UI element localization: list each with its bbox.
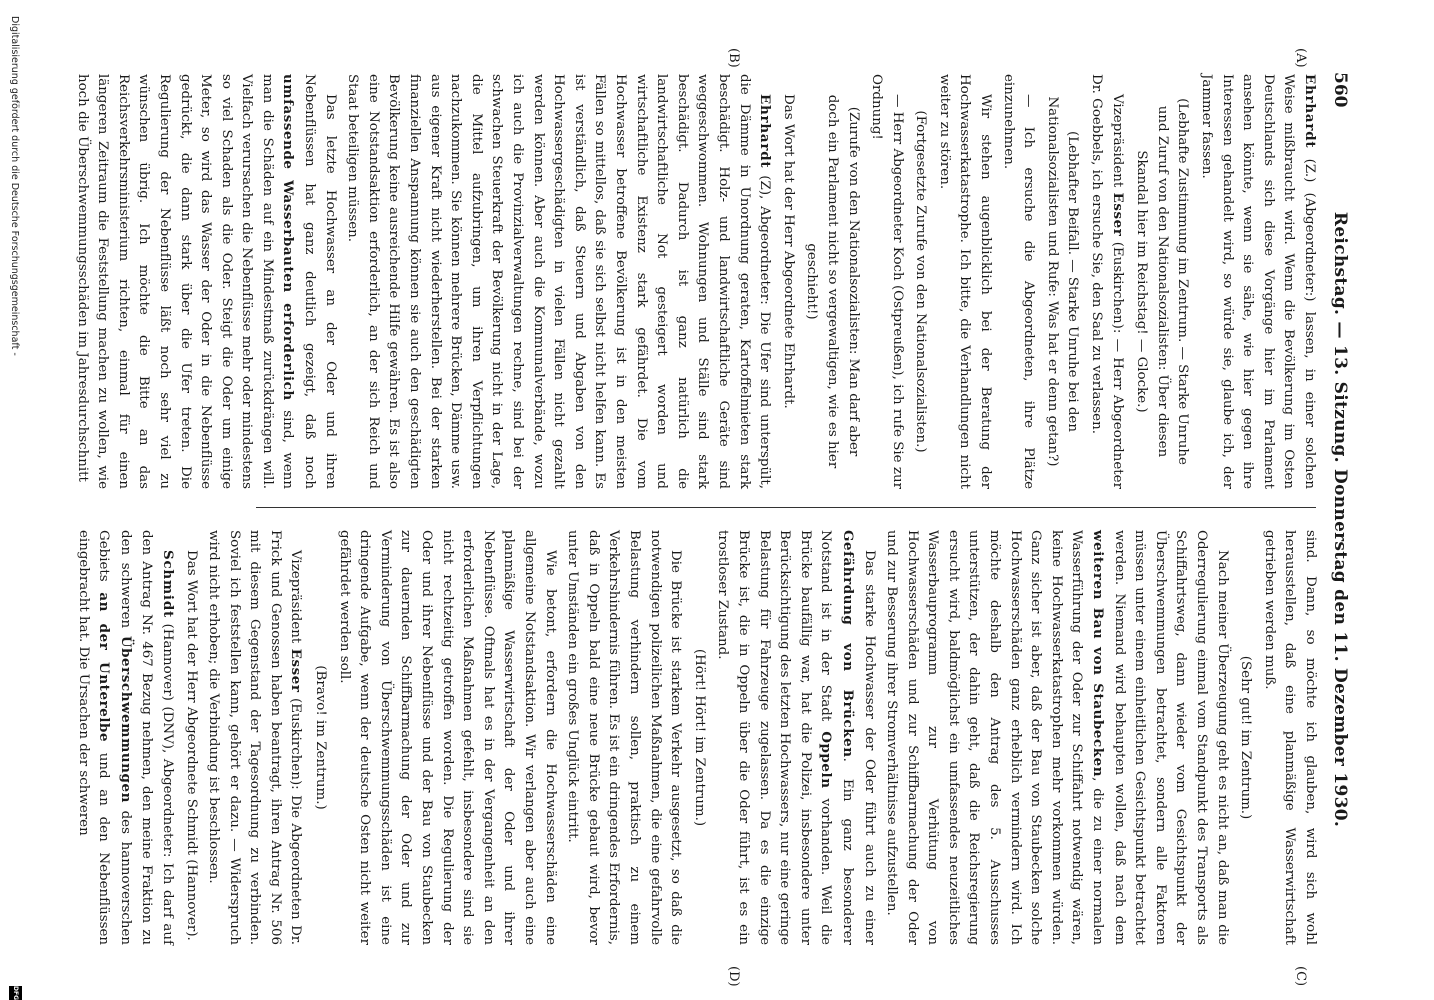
margin-letter-c: (C) xyxy=(1293,966,1308,987)
left-column xyxy=(74,74,1320,489)
speaker-name: Schmidt xyxy=(159,550,176,618)
paragraph-text: Das letzte Hochwasser an der Oder und ihren Nebenflüssen hat ganz deutlich gezeigt, daß noch xyxy=(302,74,338,489)
paragraph xyxy=(881,530,1232,945)
paragraph-text: Vizepräsident xyxy=(1109,94,1125,193)
paragraph-text: (Hannover) (DNV), Abgeordneter: Ich darf auf den Antrag Nr. 467 Bezug nehmen, den meine Fraktion zu den schweren xyxy=(117,530,175,945)
paragraph xyxy=(71,74,340,489)
paragraph-text: Vizepräsident xyxy=(288,550,304,649)
paragraph: Die Brücke ist starkem Verkehr ausgesetzt, so daß die notwendigen polizeilichen Maßnahmen, die eine gefahrvolle Belastung verhindern sollen, praktisch zu einem Verkehrshindernis führen. Es ist ein dringendes Erfordernis, daß in Oppeln bald eine neue Brücke gebaut wird, bevor unter Umständen ein großes Unglück eintritt. xyxy=(565,530,684,945)
speaker-name: Ehrhardt xyxy=(1302,74,1318,149)
paragraph-text: (Euskirchen): — Herr Abgeordneter Dr. Goebbels, ich ersuche Sie, den Saal zu verlassen. xyxy=(1089,74,1125,489)
paragraph-text: . Ein ganz besonderer Notstand ist in der Stadt xyxy=(818,530,855,945)
paragraph: Das Wort hat der Herr Abgeordnete Ehrhardt. xyxy=(780,94,796,409)
dfg-logo-icon: DFG xyxy=(9,986,22,1000)
paragraph-text: , die zu einer normalen Wasserführung der Oder zur Schiffahrt notwendig wären, keine Hochwasserkatastrophen mehr vorkommen würden. Ganz sicher ist aber, daß der Bau von Staubecken solche Hochwasserschäden ganz erheblich vermindern wird. Ich möchte deshalb den Antrag des 5. Ausschusses unterstützen, der dahin geht, daß die Reichsregierung ersucht wird, baldmöglichst ein umfassendes neuzeitliches Wasserbauprogramm zur Verhütung von Hochwasserschäden und zur Schiffbarmachung der Oder und zur Besserung ihrer Stromverhältnisse aufzustellen. xyxy=(884,530,1106,945)
paragraph xyxy=(712,530,879,945)
emphasis: an der Unterelbe xyxy=(96,592,113,743)
paragraph-text: Nach meiner Überzeugung geht es nicht an, daß man die Oderregulierung einmal vom Standpunkt des Transports als Schiffahrtsweg, dann wieder vom Gesichtspunkt der Überschwemmungen betrachtet, sondern alle Faktoren müssen unter einem einheitlichen Gesichtspunkt betrachtet werden. Niemand wird behaupten wollen, daß nach dem xyxy=(1111,530,1230,945)
paragraph: Wie betont, erfordern die Hochwasserschäden eine allgemeine Notstandsaktion. Wir verlangen aber auch eine planmäßige Wasserwirtschaft der Oder und ihrer Nebenflüsse. Oftmals hat es in der Vergangenheit an den erforderlichen Maßnahmen gefehlt, insbesondere sind sie nicht rechtzeitig getroffen worden. Die Regulierung der Oder und ihrer Nebenflüsse und der Bau von Staubecken zur dauernden Schiffbarmachung der Oder und zur Verminderung von Überschwemmungsschäden ist eine dringende Aufgabe, wenn der deutsche Osten nicht weiter gefährdet werden soll. xyxy=(336,530,558,945)
margin-letter-a: (A) xyxy=(1293,48,1308,68)
paragraph: — Ich ersuche die Abgeordneten, ihre Plätze einzunehmen. xyxy=(1000,74,1037,489)
paragraph-text: (Euskirchen): Die Abgeordneten Dr. Frick und Genossen haben beantragt, ihren Antrag Nr. 506 mit diesem Gegenstand der Tagesordnung zu verbinden. Soviel ich feststellen kann, gehört er dazu. — Widerspruch wird nicht erhoben; die Verbindung ist beschlossen. xyxy=(206,530,304,945)
emphasis: Überschwemmungen xyxy=(117,635,134,803)
page-title: Reichstag. — 13. Sitzung. Donnerstag den 11. Dezember 1930. xyxy=(1330,211,1350,828)
paragraph-text: vorhanden. Weil die Brücke baufällig war, hat die Polizei, insbesondere unter Berücksichtigung des letzten Hochwassers, nur eine geringe Belastung für Fahrzeuge zugelassen. Da es die einzige Brücke ist, die in Oppeln über die Oder führt, ist es ein trostloser Zustand. xyxy=(715,530,834,945)
emphasis: Gefährdung von Brücken xyxy=(839,530,856,758)
paragraph: sind. Dann, so möchte ich glauben, wird sich wohl herausstellen, daß eine planmäßige Wasserwirtschaft getrieben werden muß. xyxy=(1261,530,1318,945)
paragraph: — Herr Abgeordneter Koch (Ostpreußen), ich rufe Sie zur Ordnung! xyxy=(869,74,905,489)
paragraph-text: des hannoverschen Gebiets xyxy=(96,530,133,946)
margin-letter-d: (D) xyxy=(726,966,741,987)
right-column xyxy=(75,530,1320,946)
paragraph xyxy=(1085,74,1127,489)
speaker-name: Esser xyxy=(288,648,305,693)
interjection: (Bravo! im Zentrum.) xyxy=(313,665,329,810)
emphasis: weiteren Bau von Staubecken xyxy=(1090,530,1107,778)
interjection: (Lebhafte Zustimmung im Zentrum. — Starke Unruhe und Zuruf von den Nationalsozialisten: Über diesen Skandal hier im Reichstag! — Glocke.) xyxy=(1134,98,1191,465)
speaker-name: Ehrhardt xyxy=(757,94,774,169)
paragraph-text: (Z.) (Abgeordneter:) lassen, in einer solchen Weise mißbraucht wird. Wenn die Bevölkerung im Osten Deutschlands sich diese Vorgänge hier im Parlament ansehen könnte, wenn sie sähe, wie hier gegen ihre Interessen gehandelt wird, so würde sie, glaube ich, der Jammer fassen. xyxy=(1199,74,1317,489)
speaker-name: Esser xyxy=(1109,192,1126,237)
interjection: (Fortgesetzte Zurufe von den Nationalsozialisten.) xyxy=(913,110,929,453)
paragraph xyxy=(72,530,178,945)
page-number: 560 xyxy=(1330,72,1350,108)
emphasis: Oppeln xyxy=(818,731,835,789)
paragraph-text: Das starke Hochwasser der Oder führt auch zu einer xyxy=(861,550,877,945)
interjection: (Sehr gut! im Zentrum.) xyxy=(1238,655,1254,820)
interjection: (Hört! Hört! im Zentrum.) xyxy=(691,648,707,827)
paragraph: Wir stehen augenblicklich bei der Beratung der Hochwasserkatastrophe. Ich bitte, die Verhandlungen nicht weiter zu stören. xyxy=(936,74,994,489)
paragraph-text: sind, wenn man die Schäden auf ein Mindestmaß zurückdrängen will. Vielfach verursachen die Nebenflüsse mehr oder mindestens so viel Schaden als die Oder. Steigt die Oder um einige Meter, so wird das Wasser der Oder in die Nebenflüsse gedrückt, die dann stark über die Ufer treten. Die Regulierung der Nebenflüsse läßt noch sehr viel zu wünschen übrig. Ich möchte die Bitte an das Reichsverkehrsministerium richten, einmal für einen längeren Zeitraum die Feststellung machen zu wollen, wie hoch die Überschwemmungsschäden im Jahresdurchschnitt xyxy=(74,74,296,489)
interjection: (Zurufe von den Nationalsozialisten: Man darf aber doch ein Parlament nicht so vergewaltigen, wie es hier geschieht!) xyxy=(804,94,861,469)
paragraph xyxy=(203,530,307,945)
paragraph xyxy=(342,74,775,489)
margin-letter-b: (B) xyxy=(726,48,741,68)
digitization-credit: Digitalisierung gefördert durch die Deutsche Forschungsgemeinschaft - xyxy=(9,16,20,356)
paragraph-text: (Z), Abgeordneter: Die Ufer sind unterspült, die Dämme in Unordnung geraten, Kartoffelmieten stark beschädigt. Holz- und landwirtschaftliche Geräte sind weggeschwommen. Wohnungen und Ställe sind stark beschädigt. Dadurch ist ganz natürlich die landwirtschaftliche Not gesteigert worden und wirtschaftliche Existenz stark gefährdet. Die vom Hochwasser betroffene Bevölkerung ist in den meisten Fällen so mittellos, daß sie sich selbst nicht helfen kann. Es ist verständlich, daß Steuern und Abgaben von den Hochwassergeschädigten in vielen Fällen nicht gezahlt werden können. Aber auch die Kommunalverbände, wozu ich auch die Provinzialverwaltungen rechne, sind bei der schwachen Steuerkraft der Bevölkerung nicht in der Lage, die Mittel aufzubringen, um ihren Verpflichtungen nachzukommen. Sie können mehrere Brücken, Dämme usw. aus eigener Kraft nicht wiederherstellen. Bei der starken finanziellen Anspannung können sie auch den geschädigten Bevölkerung keine ausreichende Hilfe gewähren. Es ist also eine Notstandsaktion erforderlich, an der sich Reich und Staat beteiligen müssen. xyxy=(345,74,773,489)
page-header xyxy=(1324,72,1350,967)
paragraph xyxy=(1195,74,1320,489)
emphasis: umfassende Wasserbauten erforderlich xyxy=(280,74,297,401)
column-divider xyxy=(256,507,1316,508)
interjection: (Lebhafter Beifall. — Starke Unruhe bei den Nationalsozialisten und Rufe: Was hat er denn getan?) xyxy=(1044,96,1081,467)
paragraph-text: und an den Nebenflüssen eingebracht hat. Die Ursachen der schweren xyxy=(75,530,112,945)
paragraph: Das Wort hat der Herr Abgeordnete Schmidt (Hannover). xyxy=(183,550,199,941)
